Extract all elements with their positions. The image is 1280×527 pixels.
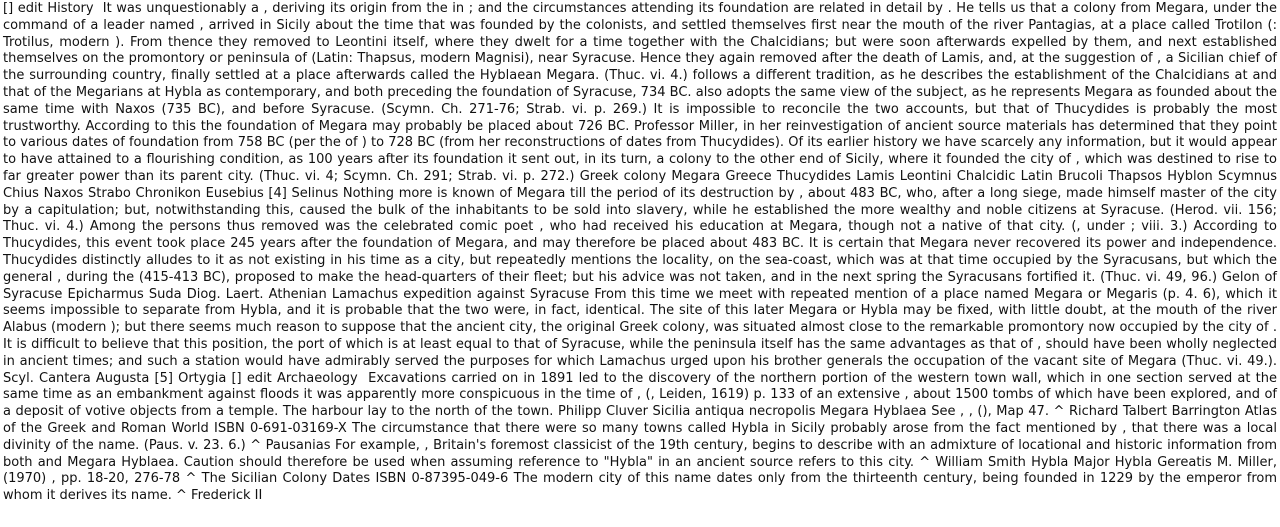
section-heading-history: History bbox=[47, 1, 94, 16]
archaeology-text: Excavations carried on in 1891 led to the discovery of the northern portion of the western town wall, which in one section served at the same time as an embankment against floods it was apparently more conspicuous in the time of , (, Leiden, 1619) p. 133 of an extensive , about 1500 tombs of which have been explored, and of a deposit of votive objects from a temple. The harbour lay to the north of the town. Philipp Cluver Sicilia antiqua necropolis Megara Hyblaea See , , (), Map 47. ^ Richard Talbert Barrington Atlas of the Greek and Roman World ISBN 0-691-03169-X The circumstance that there were so many towns called Hybla in Sicily probably arose from the fact mentioned by , that there was a local divinity of the name. (Paus. v. 23. 6.) ^ Pausanias For example, , Britain's foremost classicist of the 19th century, begins to describe with an admixture of locational and historic information from both and Megara Hyblaea. Caution should therefore be used when assuming reference to "Hybla" in an ancient source refers to this city. ^ William Smith Hybla Major Hybla Gereatis M. Miller, (1970) , pp. 18-20, 276-78 ^ The Sicilian Colony Dates ISBN 0-87395-049-6 The modern city of this name dates only from the thirteenth century, being founded in 1229 by the emperor from whom it derives its name. ^ Frederick II bbox=[3, 370, 1278, 504]
section-heading-archaeology: Archaeology bbox=[276, 370, 358, 386]
edit-link[interactable]: edit bbox=[17, 1, 43, 16]
bracket-marker: [] bbox=[3, 1, 14, 16]
article-text bbox=[3, 1, 1277, 505]
bracket-marker-2: [] bbox=[231, 370, 242, 386]
history-text: It was unquestionably a , deriving its origin from the in ; and the circumstances attending its foundation are related in detail by . He tells us that a colony from Megara, under the command of a leader named , arrived in Sicily about the time that was founded by the colonists, and settled themselves first near the mouth of the river Pantagias, at a place called Trotilon (: Trotilus, modern ). From thence they removed to Leontini itself, where they dwelt for a time together with the Chalcidians; but were soon afterwards expelled by them, and next established themselves on the promontory or peninsula of (Latin: Thapsus, modern Magnisi), near Syracuse. Hence they again removed after the death of Lamis, and, at the suggestion of , a Sicilian chief of the surrounding country, finally settled at a place afterwards called the Hyblaean Megara. (Thuc. vi. 4.) follows a different tradition, as he describes the establishment of the Chalcidians at and that of the Megarians at Hybla as contemporary, and both preceding the foundation of Syracuse, 734 BC. also adopts the same view of the subject, as he represents Megara as founded about the same time with Naxos (735 BC), and before Syracuse. (Scymn. Ch. 271-76; Strab. vi. p. 269.) It is impossible to reconcile the two accounts, but that of Thucydides is probably the most trustworthy. According to this the foundation of Megara may probably be placed about 726 BC. Professor Miller, in her reinvestigation of ancient source materials has determined that they point to various dates of foundation from 758 BC (per the of ) to 728 BC (from her reconstructions of dates from Thucydides). Of its earlier history we have scarcely any information, but it would appear to have attained to a flourishing condition, as 100 years after its foundation it sent out, in its turn, a colony to the other end of Sicily, where it founded the city of , which was destined to rise to far greater power than its parent city. (Thuc. vi. 4; Scymn. Ch. 291; Strab. vi. p. 272.) Greek colony Megara Greece Thucydides Lamis Leontini Chalcidic Latin Brucoli Thapsos Hyblon Scymnus Chius Naxos Strabo Chronikon Eusebius [4] Selinus Nothing more is known of Megara till the period of its destruction by , about 483 BC, who, after a long siege, made himself master of the city by a capitulation; but, notwithstanding this, caused the bulk of the inhabitants to be sold into slavery, while he established the more wealthy and noble citizens at Syracuse. (Herod. vii. 156; Thuc. vi. 4.) Among the persons thus removed was the celebrated comic poet , who had received his education at Megara, though not a native of that city. (, under ; viii. 3.) According to Thucydides, this event took place 245 years after the foundation of Megara, and may therefore be placed about 483 BC. It is certain that Megara never recovered its power and independence. Thucydides distinctly alludes to it as not existing in his time as a city, but repeatedly mentions the locality, on the sea-coast, which was at that time occupied by the Syracusans, but which the general , during the (415-413 BC), proposed to make the head-quarters of their fleet; but his advice was not taken, and in the next spring the Syracusans fortified it. (Thuc. vi. 49, 96.) Gelon of Syracuse Epicharmus Suda Diog. Laert. Athenian Lamachus expedition against Syracuse From this time we meet with repeated mention of a place named Megara or Megaris (p. 4. 6), which it seems impossible to separate from Hybla, and it is probable that the two were, in fact, identical. The site of this later Megara or Hybla may be fixed, with little doubt, at the mouth of the river Alabus (modern ); but there seems much reason to suppose that the ancient city, the original Greek colony, was situated almost close to the remarkable promontory now occupied by the city of . It is difficult to believe that this position, the port of which is at least equal to that of Syracuse, while the peninsula itself has the same advantages as that of , should have been wholly neglected in ancient times; and such a station would have admirably served the purposes for which Lamachus urged upon his brother generals the occupation of the vacant site of Megara (Thuc. vi. 49.). Scyl. Cantera Augusta [5] Ortygia bbox=[3, 1, 1277, 386]
edit-link-2[interactable]: edit bbox=[246, 370, 272, 386]
